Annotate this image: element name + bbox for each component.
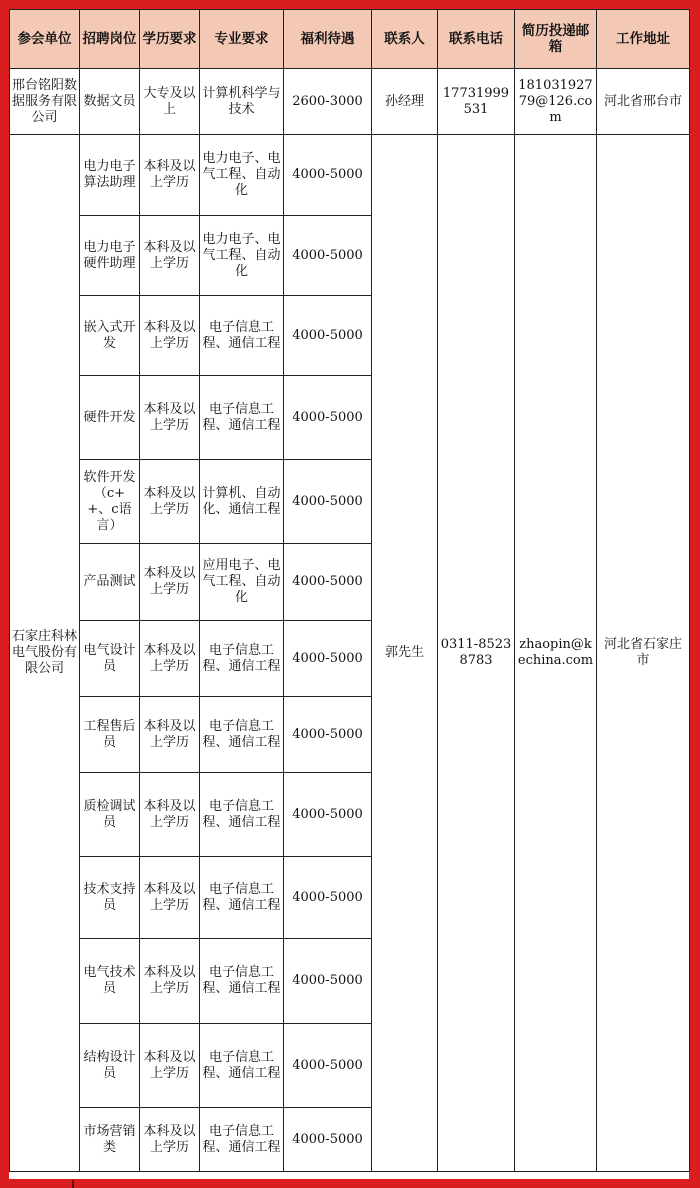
page-edge-mark	[72, 1180, 74, 1188]
job-major: 电子信息工程、通信工程	[200, 376, 284, 460]
job-position: 硬件开发	[80, 376, 140, 460]
job-salary: 4000-5000	[284, 296, 372, 376]
contact-phone: 17731999531	[438, 69, 515, 135]
header-education: 学历要求	[140, 10, 200, 69]
work-address: 河北省石家庄市	[597, 135, 690, 1172]
job-position: 电力电子硬件助理	[80, 216, 140, 296]
table-row	[10, 135, 690, 216]
job-position: 结构设计员	[80, 1024, 140, 1108]
job-major: 电子信息工程、通信工程	[200, 1108, 284, 1172]
job-salary: 4000-5000	[284, 697, 372, 773]
job-salary: 4000-5000	[284, 621, 372, 697]
job-salary: 4000-5000	[284, 857, 372, 939]
job-major: 电力电子、电气工程、自动化	[200, 135, 284, 216]
job-position: 电力电子算法助理	[80, 135, 140, 216]
job-major: 电子信息工程、通信工程	[200, 1024, 284, 1108]
recruitment-sheet	[9, 9, 689, 1179]
job-salary: 2600-3000	[284, 69, 372, 135]
header-company: 参会单位	[10, 10, 80, 69]
job-position: 市场营销类	[80, 1108, 140, 1172]
resume-email: 18103192779@126.com	[515, 69, 597, 135]
work-address: 河北省邢台市	[597, 69, 690, 135]
company-name: 石家庄科林电气股份有限公司	[10, 135, 80, 1172]
job-major: 计算机、自动化、通信工程	[200, 460, 284, 544]
job-salary: 4000-5000	[284, 460, 372, 544]
job-position: 电气设计员	[80, 621, 140, 697]
job-position: 数据文员	[80, 69, 140, 135]
header-contact: 联系人	[372, 10, 438, 69]
job-position: 质检调试员	[80, 773, 140, 857]
job-major: 电子信息工程、通信工程	[200, 857, 284, 939]
job-salary: 4000-5000	[284, 1024, 372, 1108]
header-salary: 福利待遇	[284, 10, 372, 69]
contact-person: 郭先生	[372, 135, 438, 1172]
job-major: 电子信息工程、通信工程	[200, 621, 284, 697]
job-major: 电子信息工程、通信工程	[200, 773, 284, 857]
contact-phone: 0311-85238783	[438, 135, 515, 1172]
job-salary: 4000-5000	[284, 1108, 372, 1172]
company-name: 邢台铭阳数据服务有限公司	[10, 69, 80, 135]
contact-person: 孙经理	[372, 69, 438, 135]
job-salary: 4000-5000	[284, 216, 372, 296]
job-education: 本科及以上学历	[140, 1108, 200, 1172]
header-email: 简历投递邮箱	[515, 10, 597, 69]
job-salary: 4000-5000	[284, 376, 372, 460]
job-education: 本科及以上学历	[140, 1024, 200, 1108]
job-education: 本科及以上学历	[140, 621, 200, 697]
job-major: 电力电子、电气工程、自动化	[200, 216, 284, 296]
job-salary: 4000-5000	[284, 135, 372, 216]
job-education: 本科及以上学历	[140, 697, 200, 773]
job-position: 软件开发（c++、c语言）	[80, 460, 140, 544]
table-row	[10, 69, 690, 135]
job-education: 本科及以上学历	[140, 544, 200, 621]
job-position: 产品测试	[80, 544, 140, 621]
job-education: 大专及以上	[140, 69, 200, 135]
job-major: 电子信息工程、通信工程	[200, 697, 284, 773]
job-position: 工程售后员	[80, 697, 140, 773]
header-address: 工作地址	[597, 10, 690, 69]
header-position: 招聘岗位	[80, 10, 140, 69]
resume-email: zhaopin@kechina.com	[515, 135, 597, 1172]
job-education: 本科及以上学历	[140, 939, 200, 1024]
job-education: 本科及以上学历	[140, 216, 200, 296]
job-position: 电气技术员	[80, 939, 140, 1024]
job-position: 技术支持员	[80, 857, 140, 939]
job-education: 本科及以上学历	[140, 857, 200, 939]
recruitment-table	[9, 9, 690, 1172]
job-education: 本科及以上学历	[140, 135, 200, 216]
job-major: 电子信息工程、通信工程	[200, 296, 284, 376]
job-education: 本科及以上学历	[140, 773, 200, 857]
job-salary: 4000-5000	[284, 939, 372, 1024]
job-salary: 4000-5000	[284, 544, 372, 621]
header-phone: 联系电话	[438, 10, 515, 69]
job-education: 本科及以上学历	[140, 376, 200, 460]
job-major: 计算机科学与技术	[200, 69, 284, 135]
job-salary: 4000-5000	[284, 773, 372, 857]
job-major: 应用电子、电气工程、自动化	[200, 544, 284, 621]
header-row	[10, 10, 690, 69]
job-education: 本科及以上学历	[140, 460, 200, 544]
job-major: 电子信息工程、通信工程	[200, 939, 284, 1024]
job-position: 嵌入式开发	[80, 296, 140, 376]
header-major: 专业要求	[200, 10, 284, 69]
job-education: 本科及以上学历	[140, 296, 200, 376]
